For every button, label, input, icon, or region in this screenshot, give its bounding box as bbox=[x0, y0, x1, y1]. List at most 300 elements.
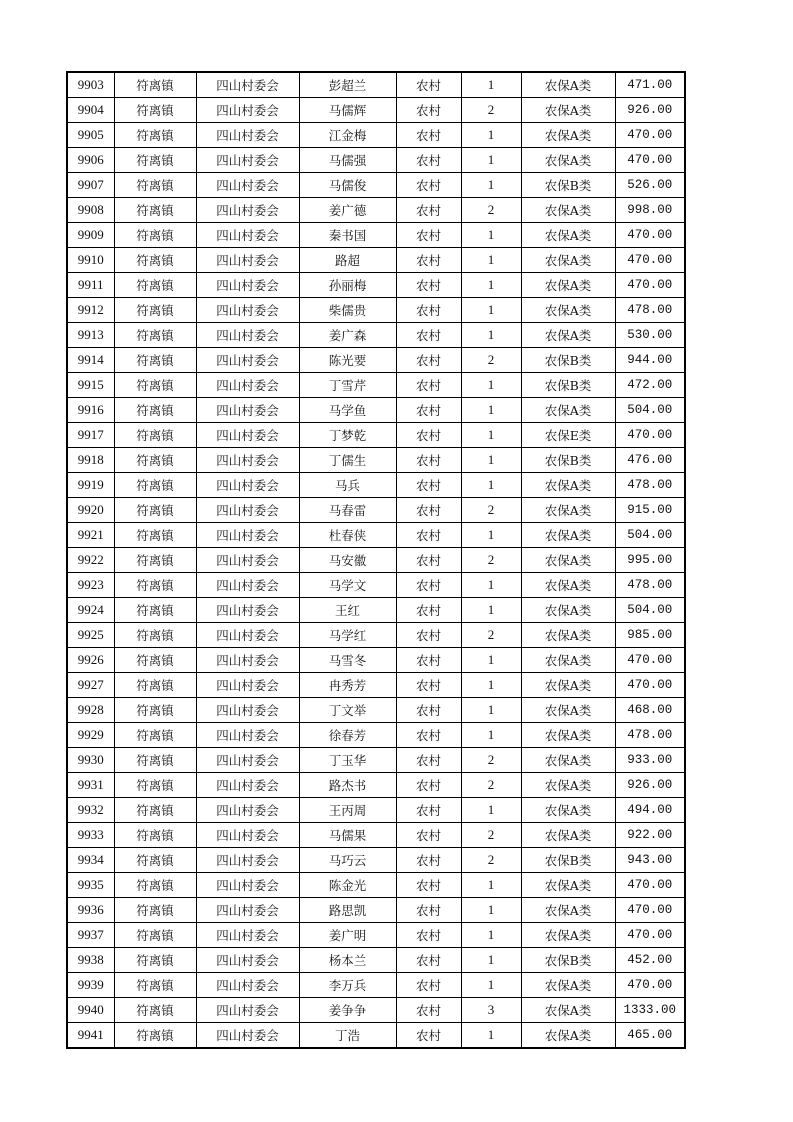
cell-amount: 478.00 bbox=[615, 723, 685, 748]
cell-insurance-category: 农保A类 bbox=[521, 498, 615, 523]
cell-amount: 1333.00 bbox=[615, 998, 685, 1023]
cell-town: 符离镇 bbox=[114, 98, 196, 123]
cell-person-name: 彭超兰 bbox=[299, 72, 396, 98]
table-row bbox=[67, 948, 685, 973]
cell-amount: 452.00 bbox=[615, 948, 685, 973]
cell-insurance-category: 农保A类 bbox=[521, 973, 615, 998]
cell-insurance-category: 农保A类 bbox=[521, 573, 615, 598]
cell-town: 符离镇 bbox=[114, 498, 196, 523]
table-row bbox=[67, 173, 685, 198]
cell-household-size: 1 bbox=[461, 448, 521, 473]
cell-household-size: 1 bbox=[461, 573, 521, 598]
cell-town: 符离镇 bbox=[114, 623, 196, 648]
table-row bbox=[67, 523, 685, 548]
cell-record-number: 9921 bbox=[67, 523, 114, 548]
cell-village-committee: 四山村委会 bbox=[196, 673, 299, 698]
cell-person-name: 马巧云 bbox=[299, 848, 396, 873]
cell-record-number: 9935 bbox=[67, 873, 114, 898]
cell-town: 符离镇 bbox=[114, 723, 196, 748]
table-row bbox=[67, 423, 685, 448]
cell-record-number: 9937 bbox=[67, 923, 114, 948]
cell-village-committee: 四山村委会 bbox=[196, 798, 299, 823]
cell-household-type: 农村 bbox=[396, 273, 461, 298]
cell-record-number: 9925 bbox=[67, 623, 114, 648]
cell-household-size: 1 bbox=[461, 673, 521, 698]
cell-town: 符离镇 bbox=[114, 948, 196, 973]
table-row bbox=[67, 748, 685, 773]
cell-person-name: 马儒辉 bbox=[299, 98, 396, 123]
cell-household-size: 2 bbox=[461, 348, 521, 373]
cell-person-name: 姜争争 bbox=[299, 998, 396, 1023]
cell-village-committee: 四山村委会 bbox=[196, 523, 299, 548]
cell-insurance-category: 农保A类 bbox=[521, 398, 615, 423]
cell-household-size: 2 bbox=[461, 498, 521, 523]
cell-household-size: 1 bbox=[461, 798, 521, 823]
cell-household-type: 农村 bbox=[396, 848, 461, 873]
cell-town: 符离镇 bbox=[114, 373, 196, 398]
cell-household-size: 2 bbox=[461, 198, 521, 223]
cell-insurance-category: 农保A类 bbox=[521, 673, 615, 698]
cell-amount: 494.00 bbox=[615, 798, 685, 823]
cell-household-size: 1 bbox=[461, 323, 521, 348]
cell-amount: 470.00 bbox=[615, 923, 685, 948]
cell-household-type: 农村 bbox=[396, 123, 461, 148]
cell-amount: 504.00 bbox=[615, 523, 685, 548]
cell-amount: 470.00 bbox=[615, 123, 685, 148]
cell-person-name: 丁梦乾 bbox=[299, 423, 396, 448]
cell-town: 符离镇 bbox=[114, 998, 196, 1023]
cell-village-committee: 四山村委会 bbox=[196, 548, 299, 573]
cell-town: 符离镇 bbox=[114, 273, 196, 298]
cell-household-type: 农村 bbox=[396, 723, 461, 748]
cell-insurance-category: 农保A类 bbox=[521, 323, 615, 348]
cell-insurance-category: 农保A类 bbox=[521, 548, 615, 573]
table-row bbox=[67, 823, 685, 848]
cell-person-name: 马学文 bbox=[299, 573, 396, 598]
cell-household-type: 农村 bbox=[396, 323, 461, 348]
cell-household-type: 农村 bbox=[396, 423, 461, 448]
cell-household-type: 农村 bbox=[396, 698, 461, 723]
table-row bbox=[67, 723, 685, 748]
cell-person-name: 李万兵 bbox=[299, 973, 396, 998]
cell-person-name: 陈金光 bbox=[299, 873, 396, 898]
cell-record-number: 9930 bbox=[67, 748, 114, 773]
cell-insurance-category: 农保A类 bbox=[521, 298, 615, 323]
table-row bbox=[67, 298, 685, 323]
cell-person-name: 马春雷 bbox=[299, 498, 396, 523]
cell-person-name: 马安徽 bbox=[299, 548, 396, 573]
cell-town: 符离镇 bbox=[114, 973, 196, 998]
cell-village-committee: 四山村委会 bbox=[196, 973, 299, 998]
cell-town: 符离镇 bbox=[114, 898, 196, 923]
cell-record-number: 9918 bbox=[67, 448, 114, 473]
cell-town: 符离镇 bbox=[114, 298, 196, 323]
cell-amount: 470.00 bbox=[615, 973, 685, 998]
cell-town: 符离镇 bbox=[114, 523, 196, 548]
cell-village-committee: 四山村委会 bbox=[196, 123, 299, 148]
cell-insurance-category: 农保A类 bbox=[521, 72, 615, 98]
cell-village-committee: 四山村委会 bbox=[196, 873, 299, 898]
cell-village-committee: 四山村委会 bbox=[196, 948, 299, 973]
cell-town: 符离镇 bbox=[114, 573, 196, 598]
cell-village-committee: 四山村委会 bbox=[196, 223, 299, 248]
cell-person-name: 冉秀芳 bbox=[299, 673, 396, 698]
table-row bbox=[67, 573, 685, 598]
cell-household-size: 1 bbox=[461, 373, 521, 398]
cell-insurance-category: 农保E类 bbox=[521, 423, 615, 448]
cell-insurance-category: 农保A类 bbox=[521, 223, 615, 248]
cell-household-size: 2 bbox=[461, 748, 521, 773]
table-row bbox=[67, 223, 685, 248]
cell-record-number: 9911 bbox=[67, 273, 114, 298]
cell-town: 符离镇 bbox=[114, 348, 196, 373]
table-row bbox=[67, 1023, 685, 1049]
cell-village-committee: 四山村委会 bbox=[196, 72, 299, 98]
cell-amount: 478.00 bbox=[615, 573, 685, 598]
cell-village-committee: 四山村委会 bbox=[196, 448, 299, 473]
cell-record-number: 9906 bbox=[67, 148, 114, 173]
cell-household-size: 2 bbox=[461, 98, 521, 123]
cell-insurance-category: 农保A类 bbox=[521, 748, 615, 773]
table-row bbox=[67, 373, 685, 398]
cell-person-name: 丁儒生 bbox=[299, 448, 396, 473]
cell-insurance-category: 农保A类 bbox=[521, 923, 615, 948]
cell-household-size: 1 bbox=[461, 123, 521, 148]
cell-town: 符离镇 bbox=[114, 148, 196, 173]
cell-record-number: 9939 bbox=[67, 973, 114, 998]
cell-town: 符离镇 bbox=[114, 848, 196, 873]
cell-household-type: 农村 bbox=[396, 473, 461, 498]
cell-household-type: 农村 bbox=[396, 173, 461, 198]
cell-household-type: 农村 bbox=[396, 72, 461, 98]
cell-household-size: 2 bbox=[461, 548, 521, 573]
cell-household-type: 农村 bbox=[396, 98, 461, 123]
cell-household-type: 农村 bbox=[396, 573, 461, 598]
table-row bbox=[67, 673, 685, 698]
cell-amount: 998.00 bbox=[615, 198, 685, 223]
cell-amount: 504.00 bbox=[615, 598, 685, 623]
cell-record-number: 9920 bbox=[67, 498, 114, 523]
cell-amount: 470.00 bbox=[615, 148, 685, 173]
cell-town: 符离镇 bbox=[114, 923, 196, 948]
table-body bbox=[67, 72, 685, 1048]
cell-town: 符离镇 bbox=[114, 798, 196, 823]
cell-amount: 468.00 bbox=[615, 698, 685, 723]
cell-village-committee: 四山村委会 bbox=[196, 98, 299, 123]
cell-person-name: 丁雪芹 bbox=[299, 373, 396, 398]
cell-household-size: 1 bbox=[461, 173, 521, 198]
cell-record-number: 9931 bbox=[67, 773, 114, 798]
cell-household-size: 3 bbox=[461, 998, 521, 1023]
table-row bbox=[67, 623, 685, 648]
cell-record-number: 9928 bbox=[67, 698, 114, 723]
table-row bbox=[67, 473, 685, 498]
cell-record-number: 9923 bbox=[67, 573, 114, 598]
cell-insurance-category: 农保A类 bbox=[521, 773, 615, 798]
cell-household-size: 1 bbox=[461, 598, 521, 623]
cell-town: 符离镇 bbox=[114, 72, 196, 98]
cell-household-type: 农村 bbox=[396, 373, 461, 398]
cell-household-size: 1 bbox=[461, 72, 521, 98]
table-row bbox=[67, 198, 685, 223]
cell-household-type: 农村 bbox=[396, 898, 461, 923]
cell-record-number: 9916 bbox=[67, 398, 114, 423]
cell-village-committee: 四山村委会 bbox=[196, 423, 299, 448]
cell-household-size: 2 bbox=[461, 623, 521, 648]
table-row bbox=[67, 123, 685, 148]
cell-household-size: 1 bbox=[461, 923, 521, 948]
cell-household-size: 1 bbox=[461, 1023, 521, 1049]
cell-household-size: 1 bbox=[461, 873, 521, 898]
table-row bbox=[67, 798, 685, 823]
cell-amount: 915.00 bbox=[615, 498, 685, 523]
cell-record-number: 9927 bbox=[67, 673, 114, 698]
cell-household-size: 1 bbox=[461, 948, 521, 973]
cell-household-size: 1 bbox=[461, 698, 521, 723]
cell-village-committee: 四山村委会 bbox=[196, 573, 299, 598]
cell-town: 符离镇 bbox=[114, 198, 196, 223]
cell-insurance-category: 农保B类 bbox=[521, 173, 615, 198]
cell-insurance-category: 农保A类 bbox=[521, 248, 615, 273]
cell-town: 符离镇 bbox=[114, 173, 196, 198]
table-row bbox=[67, 873, 685, 898]
cell-village-committee: 四山村委会 bbox=[196, 273, 299, 298]
cell-village-committee: 四山村委会 bbox=[196, 648, 299, 673]
cell-person-name: 孙丽梅 bbox=[299, 273, 396, 298]
cell-amount: 470.00 bbox=[615, 423, 685, 448]
cell-record-number: 9934 bbox=[67, 848, 114, 873]
cell-household-type: 农村 bbox=[396, 823, 461, 848]
cell-amount: 476.00 bbox=[615, 448, 685, 473]
cell-household-type: 农村 bbox=[396, 948, 461, 973]
cell-village-committee: 四山村委会 bbox=[196, 698, 299, 723]
cell-record-number: 9936 bbox=[67, 898, 114, 923]
cell-household-size: 1 bbox=[461, 273, 521, 298]
table-row bbox=[67, 923, 685, 948]
cell-insurance-category: 农保A类 bbox=[521, 523, 615, 548]
cell-record-number: 9926 bbox=[67, 648, 114, 673]
table-row bbox=[67, 398, 685, 423]
cell-insurance-category: 农保A类 bbox=[521, 123, 615, 148]
cell-village-committee: 四山村委会 bbox=[196, 598, 299, 623]
cell-record-number: 9910 bbox=[67, 248, 114, 273]
cell-household-size: 1 bbox=[461, 248, 521, 273]
cell-insurance-category: 农保A类 bbox=[521, 623, 615, 648]
table-row bbox=[67, 648, 685, 673]
cell-person-name: 路超 bbox=[299, 248, 396, 273]
cell-person-name: 王丙周 bbox=[299, 798, 396, 823]
cell-village-committee: 四山村委会 bbox=[196, 148, 299, 173]
cell-village-committee: 四山村委会 bbox=[196, 1023, 299, 1049]
cell-amount: 471.00 bbox=[615, 72, 685, 98]
cell-insurance-category: 农保A类 bbox=[521, 823, 615, 848]
cell-village-committee: 四山村委会 bbox=[196, 373, 299, 398]
cell-record-number: 9917 bbox=[67, 423, 114, 448]
cell-insurance-category: 农保B类 bbox=[521, 448, 615, 473]
cell-village-committee: 四山村委会 bbox=[196, 473, 299, 498]
cell-person-name: 马儒俊 bbox=[299, 173, 396, 198]
cell-household-type: 农村 bbox=[396, 548, 461, 573]
cell-household-type: 农村 bbox=[396, 998, 461, 1023]
cell-amount: 504.00 bbox=[615, 398, 685, 423]
table-row bbox=[67, 898, 685, 923]
cell-village-committee: 四山村委会 bbox=[196, 998, 299, 1023]
cell-village-committee: 四山村委会 bbox=[196, 823, 299, 848]
cell-record-number: 9903 bbox=[67, 72, 114, 98]
cell-amount: 933.00 bbox=[615, 748, 685, 773]
cell-household-type: 农村 bbox=[396, 873, 461, 898]
cell-village-committee: 四山村委会 bbox=[196, 898, 299, 923]
table-row bbox=[67, 323, 685, 348]
table-row bbox=[67, 548, 685, 573]
cell-record-number: 9933 bbox=[67, 823, 114, 848]
cell-insurance-category: 农保A类 bbox=[521, 998, 615, 1023]
cell-amount: 465.00 bbox=[615, 1023, 685, 1049]
table-row bbox=[67, 273, 685, 298]
cell-household-type: 农村 bbox=[396, 623, 461, 648]
cell-amount: 478.00 bbox=[615, 473, 685, 498]
cell-person-name: 江金梅 bbox=[299, 123, 396, 148]
cell-household-type: 农村 bbox=[396, 298, 461, 323]
cell-village-committee: 四山村委会 bbox=[196, 623, 299, 648]
cell-household-type: 农村 bbox=[396, 673, 461, 698]
table-row bbox=[67, 148, 685, 173]
cell-record-number: 9909 bbox=[67, 223, 114, 248]
table-row bbox=[67, 448, 685, 473]
cell-amount: 943.00 bbox=[615, 848, 685, 873]
table-row bbox=[67, 248, 685, 273]
cell-household-type: 农村 bbox=[396, 448, 461, 473]
cell-household-type: 农村 bbox=[396, 798, 461, 823]
cell-record-number: 9940 bbox=[67, 998, 114, 1023]
table-row bbox=[67, 998, 685, 1023]
cell-village-committee: 四山村委会 bbox=[196, 348, 299, 373]
cell-town: 符离镇 bbox=[114, 473, 196, 498]
cell-person-name: 杜春侠 bbox=[299, 523, 396, 548]
cell-person-name: 马儒强 bbox=[299, 148, 396, 173]
cell-person-name: 马学鱼 bbox=[299, 398, 396, 423]
cell-household-size: 1 bbox=[461, 523, 521, 548]
cell-household-size: 1 bbox=[461, 148, 521, 173]
cell-village-committee: 四山村委会 bbox=[196, 323, 299, 348]
cell-record-number: 9922 bbox=[67, 548, 114, 573]
cell-town: 符离镇 bbox=[114, 873, 196, 898]
cell-amount: 470.00 bbox=[615, 248, 685, 273]
cell-person-name: 路思凯 bbox=[299, 898, 396, 923]
cell-insurance-category: 农保A类 bbox=[521, 723, 615, 748]
cell-insurance-category: 农保B类 bbox=[521, 348, 615, 373]
cell-town: 符离镇 bbox=[114, 598, 196, 623]
cell-town: 符离镇 bbox=[114, 248, 196, 273]
cell-person-name: 马雪冬 bbox=[299, 648, 396, 673]
cell-village-committee: 四山村委会 bbox=[196, 498, 299, 523]
cell-person-name: 丁玉华 bbox=[299, 748, 396, 773]
cell-household-type: 农村 bbox=[396, 1023, 461, 1049]
cell-household-type: 农村 bbox=[396, 248, 461, 273]
cell-household-size: 1 bbox=[461, 898, 521, 923]
cell-person-name: 丁浩 bbox=[299, 1023, 396, 1049]
cell-record-number: 9938 bbox=[67, 948, 114, 973]
cell-town: 符离镇 bbox=[114, 323, 196, 348]
cell-amount: 470.00 bbox=[615, 898, 685, 923]
cell-record-number: 9914 bbox=[67, 348, 114, 373]
cell-person-name: 马儒果 bbox=[299, 823, 396, 848]
table-row bbox=[67, 848, 685, 873]
cell-town: 符离镇 bbox=[114, 648, 196, 673]
cell-record-number: 9924 bbox=[67, 598, 114, 623]
cell-household-type: 农村 bbox=[396, 973, 461, 998]
cell-insurance-category: 农保B类 bbox=[521, 948, 615, 973]
cell-insurance-category: 农保A类 bbox=[521, 1023, 615, 1049]
cell-household-size: 2 bbox=[461, 773, 521, 798]
cell-village-committee: 四山村委会 bbox=[196, 723, 299, 748]
cell-household-size: 1 bbox=[461, 223, 521, 248]
cell-insurance-category: 农保A类 bbox=[521, 648, 615, 673]
cell-insurance-category: 农保A类 bbox=[521, 598, 615, 623]
cell-amount: 995.00 bbox=[615, 548, 685, 573]
cell-record-number: 9904 bbox=[67, 98, 114, 123]
cell-household-type: 农村 bbox=[396, 773, 461, 798]
cell-household-size: 1 bbox=[461, 648, 521, 673]
cell-person-name: 秦书国 bbox=[299, 223, 396, 248]
cell-village-committee: 四山村委会 bbox=[196, 173, 299, 198]
cell-person-name: 柴儒贵 bbox=[299, 298, 396, 323]
cell-record-number: 9905 bbox=[67, 123, 114, 148]
cell-person-name: 马兵 bbox=[299, 473, 396, 498]
cell-household-size: 2 bbox=[461, 848, 521, 873]
cell-person-name: 姜广德 bbox=[299, 198, 396, 223]
cell-town: 符离镇 bbox=[114, 398, 196, 423]
cell-insurance-category: 农保A类 bbox=[521, 698, 615, 723]
cell-household-type: 农村 bbox=[396, 648, 461, 673]
cell-household-type: 农村 bbox=[396, 523, 461, 548]
cell-household-size: 1 bbox=[461, 398, 521, 423]
cell-village-committee: 四山村委会 bbox=[196, 198, 299, 223]
cell-town: 符离镇 bbox=[114, 448, 196, 473]
cell-person-name: 王红 bbox=[299, 598, 396, 623]
cell-town: 符离镇 bbox=[114, 223, 196, 248]
cell-village-committee: 四山村委会 bbox=[196, 848, 299, 873]
table-row bbox=[67, 598, 685, 623]
assistance-roster-table bbox=[66, 71, 686, 1049]
cell-insurance-category: 农保A类 bbox=[521, 898, 615, 923]
cell-amount: 470.00 bbox=[615, 648, 685, 673]
cell-insurance-category: 农保A类 bbox=[521, 198, 615, 223]
cell-amount: 922.00 bbox=[615, 823, 685, 848]
cell-amount: 470.00 bbox=[615, 273, 685, 298]
table-row bbox=[67, 348, 685, 373]
table-row bbox=[67, 773, 685, 798]
table-row bbox=[67, 498, 685, 523]
cell-person-name: 路杰书 bbox=[299, 773, 396, 798]
cell-household-type: 农村 bbox=[396, 748, 461, 773]
cell-amount: 470.00 bbox=[615, 873, 685, 898]
cell-town: 符离镇 bbox=[114, 673, 196, 698]
cell-record-number: 9908 bbox=[67, 198, 114, 223]
cell-record-number: 9915 bbox=[67, 373, 114, 398]
cell-household-type: 农村 bbox=[396, 923, 461, 948]
table-row bbox=[67, 72, 685, 98]
cell-town: 符离镇 bbox=[114, 548, 196, 573]
cell-village-committee: 四山村委会 bbox=[196, 748, 299, 773]
cell-household-type: 农村 bbox=[396, 398, 461, 423]
cell-town: 符离镇 bbox=[114, 423, 196, 448]
cell-record-number: 9941 bbox=[67, 1023, 114, 1049]
cell-record-number: 9929 bbox=[67, 723, 114, 748]
cell-amount: 526.00 bbox=[615, 173, 685, 198]
cell-household-size: 2 bbox=[461, 823, 521, 848]
cell-record-number: 9913 bbox=[67, 323, 114, 348]
